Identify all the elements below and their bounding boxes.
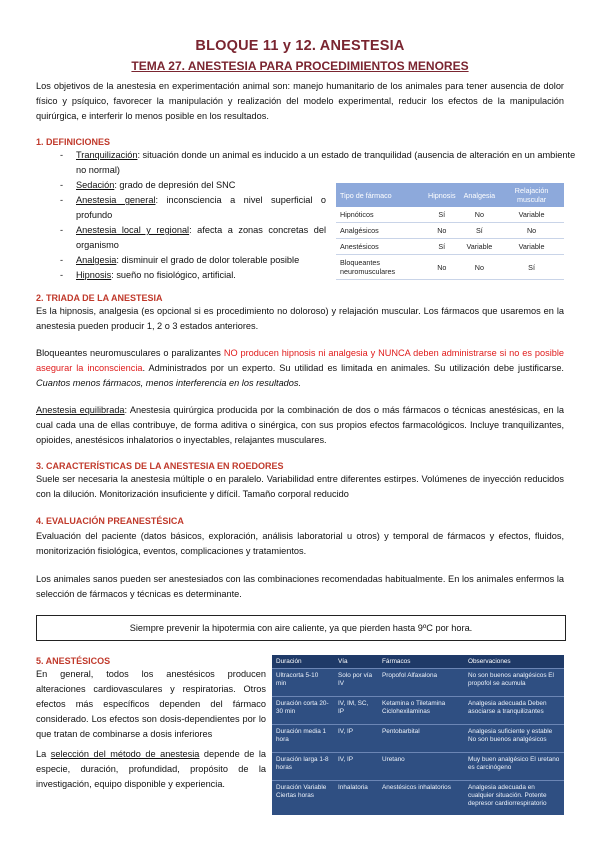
definition-item: - Sedación: grado de depresión del SNC (60, 178, 326, 193)
hypothermia-callout: Siempre prevenir la hipotermia con aire caliente, ya que pierden hasta 9ºC por hora. (36, 615, 566, 641)
table-header: Analgesia (460, 183, 500, 207)
table-row: Duración larga 1-8 horas IV, IP Uretano Muy buen analgésico El uretano es carcinógeno (272, 753, 564, 781)
table-header: Duración (272, 655, 334, 669)
definition-item: - Anestesia local y regional: afecta a zonas concretas del organismo (60, 223, 326, 253)
table-header: Relajación muscular (499, 183, 564, 207)
triad-paragraph: Es la hipnosis, analgesia (es opcional si es procedimiento no doloroso) y relajación muscular. Los fármacos que usaremos en la anestesia pueden producir 1, 2 o 3 estados anteriores. (36, 306, 564, 331)
table-header: Hipnosis (424, 183, 460, 207)
table-row: Bloqueantes neuromusculares No No Sí (336, 255, 564, 280)
table-header: Fármacos (378, 655, 464, 669)
section-2-heading: 2. TRIADA DE LA ANESTESIA (36, 293, 163, 303)
preanesthetic-paragraph: Evaluación del paciente (datos básicos, exploración, análisis laboratorial u otros) y temporal de fármacos y efectos, fluidos, monitorización fisiológica, eventos, complicaciones y tratamientos. (36, 531, 564, 556)
table-row: Hipnóticos Sí No Variable (336, 207, 564, 223)
method-selection-paragraph: La selección del método de anestesia depende de la especie, duración, profundidad, propósito de la investigación, equipo disponible y experiencia. (36, 749, 267, 789)
table-row: Ultracorta 5-10 min Solo por vía IV Propofol Alfaxalona No son buenos analgésicos El propofol se acumula (272, 669, 564, 697)
section-1-heading: 1. DEFINICIONES (36, 137, 111, 147)
anesthetics-duration-table (272, 655, 564, 815)
table-row: Analgésicos No Sí No (336, 223, 564, 239)
table-header: Observaciones (464, 655, 564, 669)
section-4-heading: 4. EVALUACIÓN PREANESTÉSICA (36, 516, 184, 526)
definition-item: - Tranquilización: situación donde un animal es inducido a un estado de tranquilidad (ausencia de alteración en un ambiente no normal) (60, 148, 576, 178)
drug-types-table (336, 183, 564, 280)
intro-paragraph: Los objetivos de la anestesia en experimentación animal son: manejo humanitario de los animales para tener ausencia de dolor físico y psíquico, favorecer la manipulación y realización del modelo experimental, reducir los efectos de la manipulación quirúrgica, e interferir lo menos posible en los resultados. (36, 81, 564, 121)
definition-item: - Hipnosis: sueño no fisiológico, artificial. (60, 268, 326, 283)
section-3-heading: 3. CARACTERÍSTICAS DE LA ANESTESIA EN ROEDORES (36, 461, 284, 471)
section-5-heading: 5. ANESTÉSICOS (36, 656, 111, 666)
table-row: Duración Variable Ciertas horas Inhalatoria Anestésicos inhalatorios Analgesia adecuada en cualquier situación. Potente depresor cardiorrespiratorio (272, 781, 564, 815)
table-header: Vía (334, 655, 378, 669)
table-row: Duración media 1 hora IV, IP Pentobarbital Analgesia suficiente y estable No son buenos analgésicos (272, 725, 564, 753)
balanced-anesthesia-paragraph: Anestesia equilibrada: Anestesia quirúrgica producida por la combinación de dos o más fármacos o técnicas anestésicas, en la cual cada una de ellas contribuye, de forma aditiva o sinérgica, con sus propios efectos farmacológicos. Incluye tranquilizantes, opioides, anestésicos inhalatorios o inyectables, relajantes musculares. (36, 405, 564, 445)
table-row: Anestésicos Sí Variable Variable (336, 239, 564, 255)
table-row: Duración corta 20-30 min IV, IM, SC, IP Ketamina o Tiletamina Ciclohexilaminas Analgesia adecuada Deben asociarse a tranquilizantes (272, 697, 564, 725)
definition-item: - Anestesia general: inconsciencia a nivel superficial o profundo (60, 193, 326, 223)
rodents-paragraph: Suele ser necesaria la anestesia múltiple o en paralelo. Variabilidad entre diferentes estirpes. Volúmenes de inyección reducidos con la dilución. Monitorización insuficiente y difícil. Tamaño corporal reducido (36, 474, 564, 499)
definition-item: - Analgesia: disminuir el grado de dolor tolerable posible (60, 253, 326, 268)
healthy-animals-paragraph: Los animales sanos pueden ser anestesiados con las combinaciones recomendadas habitualmente. En los animales enfermos la selección de fármacos y técnicas es determinante. (36, 574, 564, 599)
table-header: Tipo de fármaco (336, 183, 424, 207)
document-title: BLOQUE 11 y 12. ANESTESIA (195, 38, 405, 54)
document-subtitle: TEMA 27. ANESTESIA PARA PROCEDIMIENTOS MENORES (131, 59, 469, 73)
anesthetics-paragraph: En general, todos los anestésicos producen alteraciones cardiovasculares y respiratorias. Otros efectos más específicos dependen del fármaco considerado. Los efectos son dosis-dependientes por lo que tratan de combinarse a dosis inferiores (36, 669, 266, 739)
neuromuscular-paragraph: Bloqueantes neuromusculares o paralizantes NO producen hipnosis ni analgesia y NUNCA deben administrarse si no es posible asegurar la inconsciencia. Administrados por un experto. Su utilidad es limitada en animales. Su utilización debe justificarse. Cuantos menos fármacos, menos interferencia en los resultados. (36, 348, 564, 388)
